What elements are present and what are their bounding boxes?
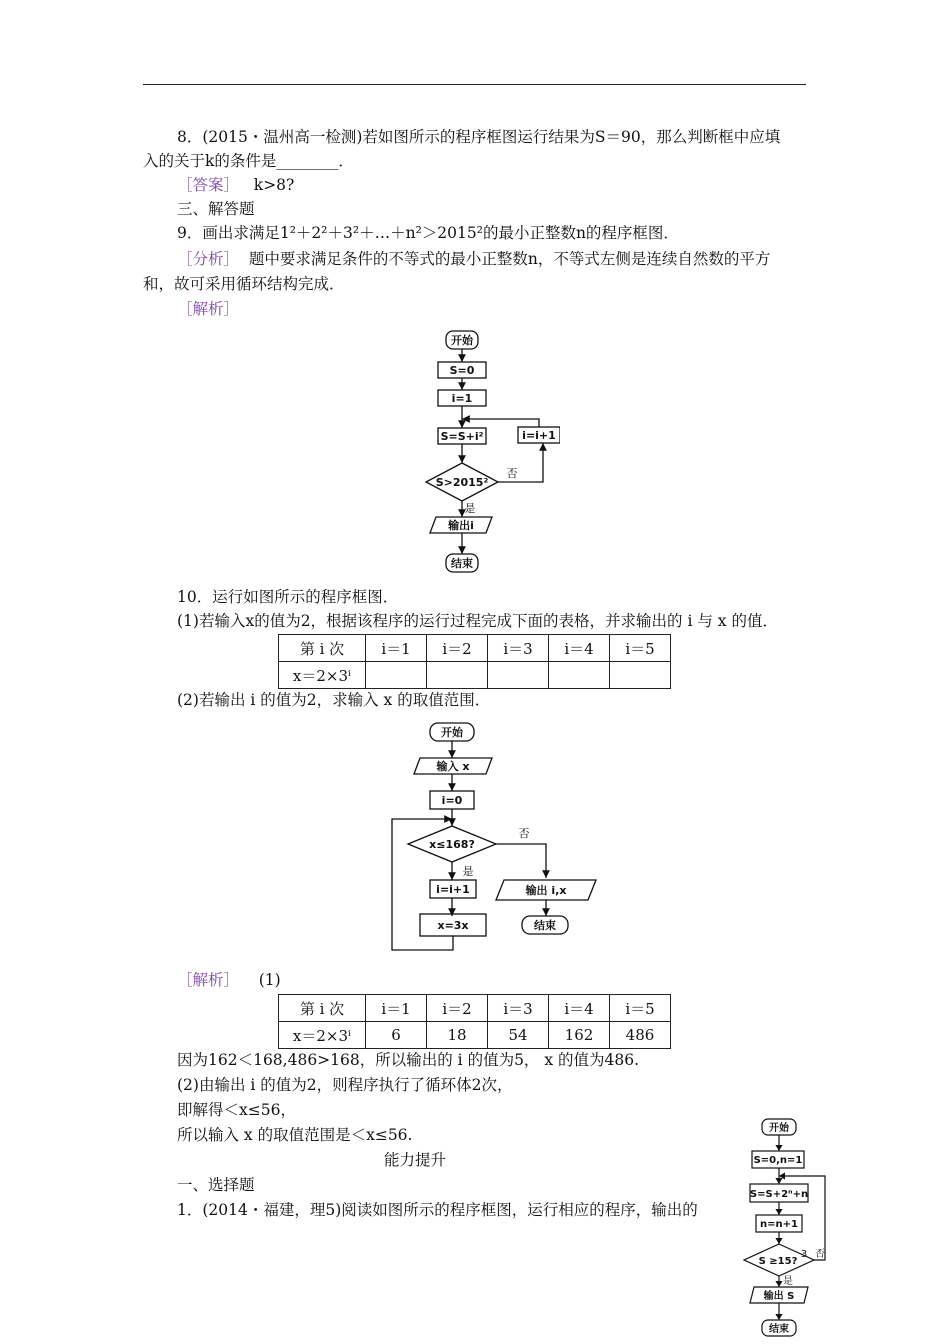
q9-flowchart [410,325,560,575]
end-label: 结束 [451,557,473,570]
q10-flowchart [388,718,603,956]
empty-cell [366,662,427,689]
no-label: 否 [506,467,518,480]
end-label: 结束 [769,1324,789,1335]
header-cell: i＝2 [427,995,488,1022]
value-cell: 18 [427,1022,488,1049]
header-cell: i＝5 [610,635,671,662]
i1-label: i=1 [451,392,473,405]
q8-answer: k>8? [253,176,295,194]
no-label: 否 [815,1249,825,1260]
update-label: S=S+2ⁿ+n [749,1189,809,1200]
row-label-cell: x＝2×3ⁱ [279,662,366,689]
mul-label: x=3x [437,919,469,932]
header-cell: i＝5 [610,995,671,1022]
table-header-row [279,635,671,662]
solution-part: (1) [258,971,281,989]
value-cell: 6 [366,1022,427,1049]
header-cell: i＝3 [488,635,549,662]
q10-sol4: 所以输入 x 的取值范围是＜x≤56. [177,1126,413,1144]
start-label: 开始 [769,1123,789,1134]
cond-label: S ≥15? [758,1256,798,1267]
q10-line1: 10．运行如图所示的程序框图． [177,588,399,606]
q10-sol3: 即解得＜x≤56， [177,1101,296,1119]
value-cell: 54 [488,1022,549,1049]
input-label: 输入 x [436,760,470,773]
section-heading-1: 一、选择题 [177,1176,255,1194]
q9-line1: 9．画出求满足1²＋2²＋3²＋…＋n²＞2015²的最小正整数n的程序框图． [177,224,679,242]
empty-cell [549,662,610,689]
update-label: S=S+i² [440,430,484,443]
header-cell: i＝3 [488,995,549,1022]
stray-label: 3 [800,1249,808,1260]
inc-label: i=i+1 [522,429,556,442]
q1-flowchart [738,1114,838,1344]
q9-analysis-row [177,249,770,269]
header-cell: 第 i 次 [279,995,366,1022]
table-row [279,662,671,689]
q1-line1: 1．(2014・福建，理5)阅读如图所示的程序框图，运行相应的程序，输出的 [177,1201,698,1219]
inc-label: i=i+1 [436,883,470,896]
header-cell: i＝1 [366,635,427,662]
q10-solution-row [177,970,281,990]
q8-answer-row [177,175,294,195]
out-label: 输出 S [763,1291,795,1302]
yes-label: 是 [462,865,474,878]
q9-analysis2: 和，故可采用循环结构完成． [143,275,345,293]
q10-answer-table [278,994,671,1049]
cond-label: S>2015² [435,476,489,489]
value-cell: 162 [549,1022,610,1049]
table-header-row [279,995,671,1022]
start-label: 开始 [441,726,463,739]
cond-label: x≤168? [429,838,475,851]
yes-label: 是 [783,1276,793,1287]
q10-sol1: 因为162＜168,486>168，所以输出的 i 的值为5， x 的值为486. [177,1051,640,1069]
q9-solution-tag: ［解析］ [177,300,240,318]
value-cell: 486 [610,1022,671,1049]
q10-blank-table [278,634,671,689]
q10-part2: (2)若输出 i 的值为2，求输入 x 的取值范围． [177,691,491,709]
empty-cell [488,662,549,689]
answer-tag: ［答案］ [177,176,240,194]
header-cell: i＝2 [427,635,488,662]
start-label: 开始 [451,334,473,347]
q8-line1: 8．(2015・温州高一检测)若如图所示的程序框图运行结果为S＝90，那么判断框中应填 [177,128,781,146]
header-cell: 第 i 次 [279,635,366,662]
header-cell: i＝4 [549,995,610,1022]
init-label: S=0,n=1 [753,1155,803,1166]
empty-cell [610,662,671,689]
out-label: 输出 i,x [525,884,567,897]
table-row [279,1022,671,1049]
header-rule [143,84,806,85]
end-label: 结束 [534,919,556,932]
q10-part1: (1)若输入x的值为2，根据该程序的运行过程完成下面的表格，并求输出的 i 与 x 的值． [177,612,778,630]
row-label-cell: x＝2×3ⁱ [279,1022,366,1049]
q9-analysis1: 题中要求满足条件的不等式的最小正整数n，不等式左侧是连续自然数的平方 [248,250,771,268]
s0-label: S=0 [449,364,475,377]
out-label: 输出i [448,519,474,532]
analysis-tag: ［分析］ [177,250,240,268]
q10-sol2: (2)由输出 i 的值为2，则程序执行了循环体2次， [177,1076,513,1094]
header-cell: i＝1 [366,995,427,1022]
no-label: 否 [518,827,530,840]
init-label: i=0 [441,794,463,807]
section-heading-3: 三、解答题 [177,200,255,218]
q8-line2: 入的关于k的条件是________． [143,152,354,170]
solution-tag: ［解析］ [177,971,240,989]
yes-label: 是 [464,502,476,515]
inc-label: n=n+1 [760,1219,798,1230]
empty-cell [427,662,488,689]
header-cell: i＝4 [549,635,610,662]
section-title-ability: 能力提升 [383,1151,446,1169]
